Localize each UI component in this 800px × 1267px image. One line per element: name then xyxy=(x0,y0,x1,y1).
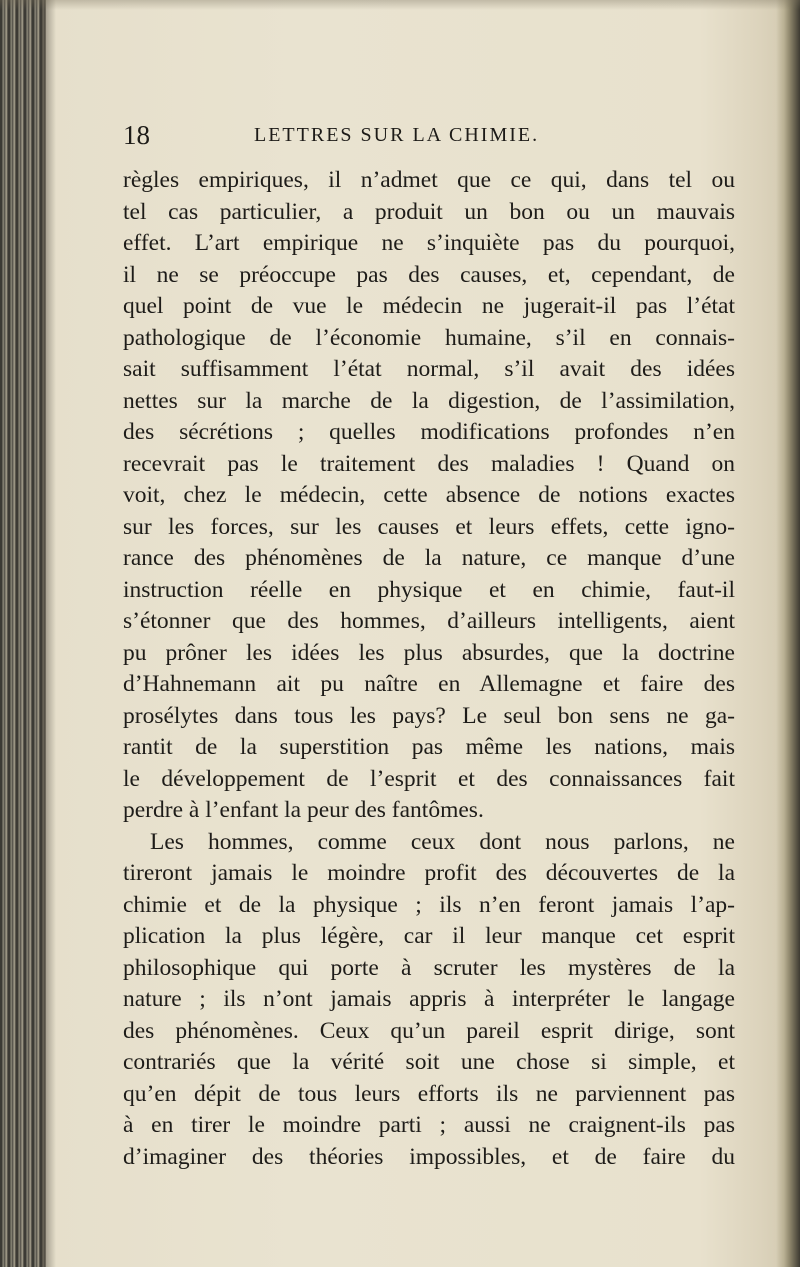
text-line: d’imaginer des théories impossibles, et de faire du xyxy=(123,1143,735,1170)
text-line: voit, chez le médecin, cette absence de notions exactes xyxy=(123,482,735,508)
body-text xyxy=(123,165,735,1173)
text-line: pu prôner les idées les plus absurdes, que la doctrine xyxy=(123,639,735,666)
text-line: sait suffisamment l’état normal, s’il avait des idées xyxy=(123,356,735,382)
text-line: quel point de vue le médecin ne jugerait-il pas l’état xyxy=(123,293,735,319)
text-line: perdre à l’enfant la peur des fantômes. xyxy=(123,797,484,823)
text-line: effet. L’art empirique ne s’inquiète pas du pourquoi, xyxy=(123,230,735,256)
text-line: des sécrétions ; quelles modifications profondes n’en xyxy=(123,419,735,445)
text-line: qu’en dépit de tous leurs efforts ils ne parviennent pas xyxy=(123,1080,735,1107)
text-line: nature ; ils n’ont jamais appris à interpréter le langage xyxy=(123,986,735,1012)
text-line: le développement de l’esprit et des connaissances fait xyxy=(123,765,735,792)
text-line: nettes sur la marche de la digestion, de l’assimilation, xyxy=(123,387,735,414)
text-line: rance des phénomènes de la nature, ce manque d’une xyxy=(123,545,735,571)
running-title: LETTRES SUR LA CHIMIE. xyxy=(254,124,540,146)
text-line: Les hommes, comme ceux dont nous parlons, ne xyxy=(150,828,735,855)
text-line: prosélytes dans tous les pays? Le seul bon sens ne ga- xyxy=(123,702,735,729)
book-spine-gutter xyxy=(0,0,46,1267)
text-line: instruction réelle en physique et en chimie, faut-il xyxy=(123,576,735,603)
page-edge-shadow xyxy=(776,0,800,1267)
page-top-shadow xyxy=(0,0,800,10)
text-line: plication la plus légère, car il leur manque cet esprit xyxy=(123,923,735,949)
text-line: s’étonner que des hommes, d’ailleurs intelligents, aient xyxy=(123,608,735,634)
text-line: rantit de la superstition pas même les nations, mais xyxy=(123,734,735,760)
text-line: il ne se préoccupe pas des causes, et, cependant, de xyxy=(123,261,735,288)
text-line: recevrait pas le traitement des maladies ! Quand on xyxy=(123,450,735,477)
text-line: contrariés que la vérité soit une chose si simple, et xyxy=(123,1049,735,1075)
text-line: des phénomènes. Ceux qu’un pareil esprit dirige, sont xyxy=(123,1017,735,1044)
text-line: pathologique de l’économie humaine, s’il en connais- xyxy=(123,324,735,351)
text-line: règles empiriques, il n’admet que ce qui, dans tel ou xyxy=(123,167,735,193)
text-line: sur les forces, sur les causes et leurs effets, cette igno- xyxy=(123,513,735,540)
text-line: tel cas particulier, a produit un bon ou un mauvais xyxy=(123,198,735,225)
text-line: à en tirer le moindre parti ; aussi ne craignent-ils pas xyxy=(123,1112,735,1138)
page-header xyxy=(123,120,733,154)
text-line: philosophique qui porte à scruter les mystères de la xyxy=(123,954,735,981)
text-line: d’Hahnemann ait pu naître en Allemagne et faire des xyxy=(123,671,735,697)
text-line: chimie et de la physique ; ils n’en feront jamais l’ap- xyxy=(123,891,735,918)
page-number: 18 xyxy=(123,120,150,150)
text-line: tireront jamais le moindre profit des découvertes de la xyxy=(123,860,735,886)
